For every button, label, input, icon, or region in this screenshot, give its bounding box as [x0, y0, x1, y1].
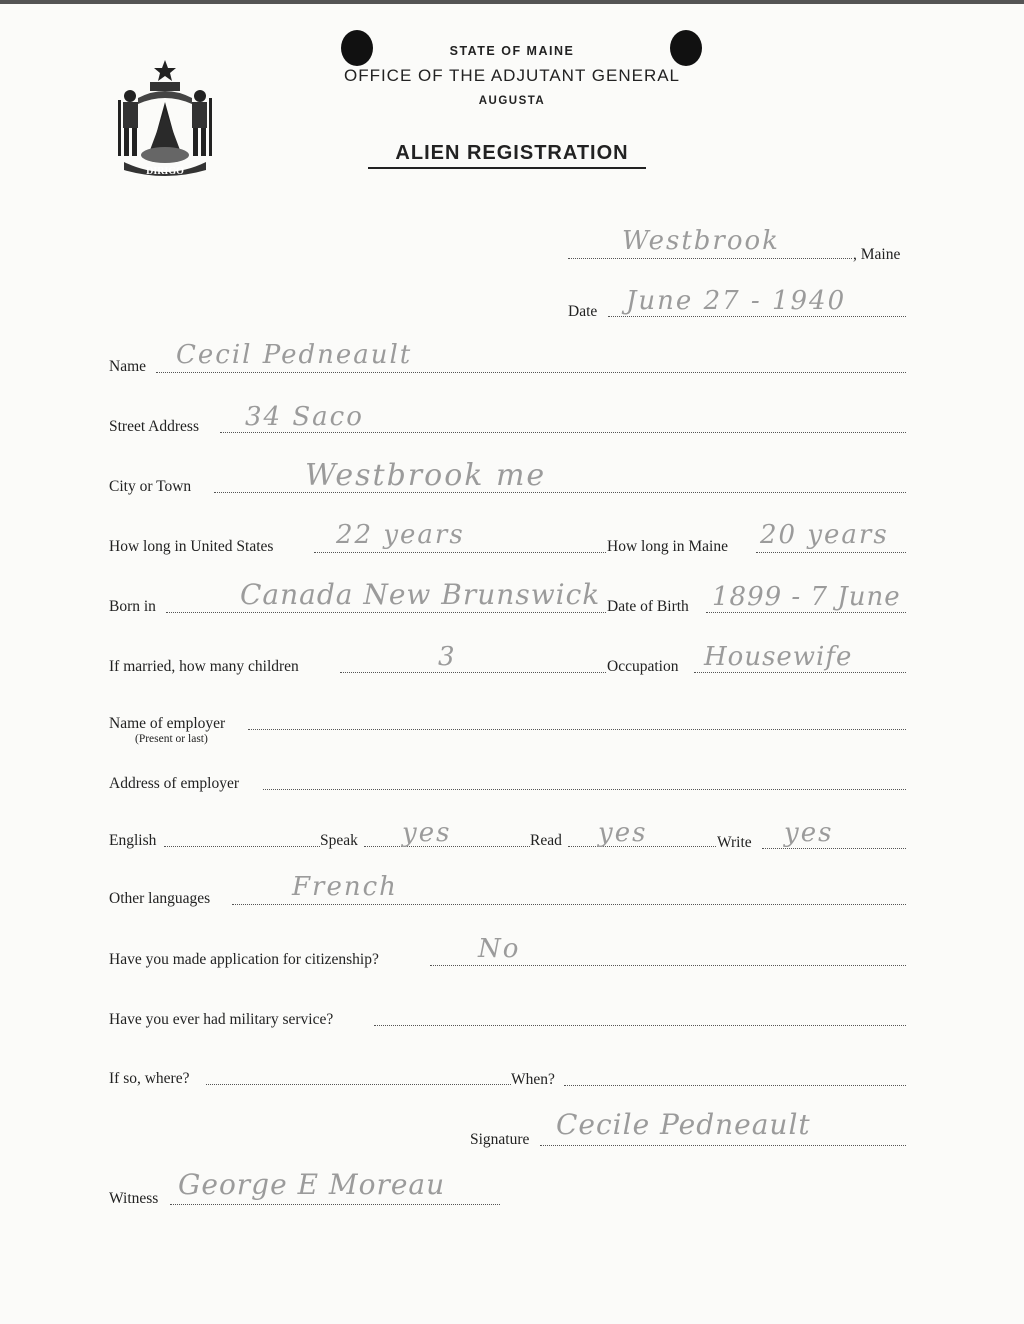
name-label: Name — [109, 358, 147, 375]
header-state: STATE OF MAINE — [449, 44, 575, 58]
speak-label: Speak — [320, 832, 358, 849]
city-label: City or Town — [109, 478, 192, 495]
where-dotline — [206, 1084, 511, 1085]
city-value[interactable]: Westbrook me — [305, 458, 547, 493]
witness-dotline — [170, 1204, 500, 1205]
children-label: If married, how many children — [109, 658, 299, 675]
header-city: AUGUSTA — [478, 95, 546, 107]
date-dotline — [608, 316, 906, 317]
when-label: When? — [511, 1071, 555, 1088]
other-languages-label: Other languages — [109, 890, 211, 907]
maine-duration-dotline — [756, 552, 906, 553]
born-in-value[interactable]: Canada New Brunswick — [240, 578, 601, 611]
signature-value[interactable]: Cecile Pedneault — [556, 1108, 811, 1141]
employer-name-dotline — [248, 729, 906, 730]
read-label: Read — [530, 832, 562, 849]
dob-value[interactable]: 1899 - 7 June — [712, 582, 901, 612]
employer-address-dotline — [263, 789, 906, 790]
write-label: Write — [717, 834, 752, 851]
employer-name-label: Name of employer — [109, 715, 226, 732]
maine-duration-value[interactable]: 20 years — [760, 520, 889, 550]
employer-address-label: Address of employer — [109, 775, 239, 792]
employer-name-sublabel: (Present or last) — [135, 733, 208, 745]
citizenship-value[interactable]: No — [478, 934, 521, 964]
speak-value[interactable]: yes — [402, 818, 452, 848]
english-label: English — [109, 832, 157, 849]
page-title: ALIEN REGISTRATION — [395, 142, 629, 164]
occupation-dotline — [694, 672, 906, 673]
military-label: Have you ever had military service? — [109, 1011, 334, 1028]
where-label: If so, where? — [109, 1070, 190, 1087]
english-dotline — [164, 846, 320, 847]
svg-text:DIRIGO: DIRIGO — [146, 166, 184, 177]
other-languages-value[interactable]: French — [292, 872, 398, 902]
write-value[interactable]: yes — [784, 818, 834, 848]
write-dotline — [762, 848, 906, 849]
read-value[interactable]: yes — [598, 818, 648, 848]
born-in-label: Born in — [109, 598, 156, 615]
place-suffix: , Maine — [853, 246, 901, 263]
occupation-value[interactable]: Housewife — [704, 642, 853, 672]
street-label: Street Address — [109, 418, 199, 435]
us-duration-dotline — [314, 552, 606, 553]
citizenship-label: Have you made application for citizenship? — [109, 951, 379, 968]
when-dotline — [564, 1085, 906, 1086]
title-underline — [368, 167, 646, 169]
place-dotline — [568, 258, 852, 259]
date-label: Date — [568, 303, 598, 320]
other-languages-dotline — [232, 904, 906, 905]
header-office: OFFICE OF THE ADJUTANT GENERAL — [343, 66, 681, 85]
dob-dotline — [706, 612, 906, 613]
place-value[interactable]: Westbrook — [622, 226, 780, 256]
born-in-dotline — [166, 612, 606, 613]
street-dotline — [220, 432, 906, 433]
children-value[interactable]: 3 — [438, 642, 457, 672]
citizenship-dotline — [430, 965, 906, 966]
street-value[interactable]: 34 Saco — [245, 402, 364, 432]
date-value[interactable]: June 27 - 1940 — [626, 286, 847, 316]
name-value[interactable]: Cecil Pedneault — [176, 340, 413, 370]
signature-dotline — [540, 1145, 906, 1146]
page-top-edge — [0, 0, 1024, 4]
witness-label: Witness — [109, 1190, 159, 1207]
witness-value[interactable]: George E Moreau — [178, 1168, 446, 1201]
military-dotline — [374, 1025, 906, 1026]
us-duration-label: How long in United States — [109, 538, 274, 555]
maine-duration-label: How long in Maine — [607, 538, 728, 555]
occupation-label: Occupation — [607, 658, 679, 675]
dob-label: Date of Birth — [607, 598, 689, 615]
us-duration-value[interactable]: 22 years — [336, 520, 465, 550]
children-dotline — [340, 672, 606, 673]
name-dotline — [156, 372, 906, 373]
signature-label: Signature — [470, 1131, 530, 1148]
